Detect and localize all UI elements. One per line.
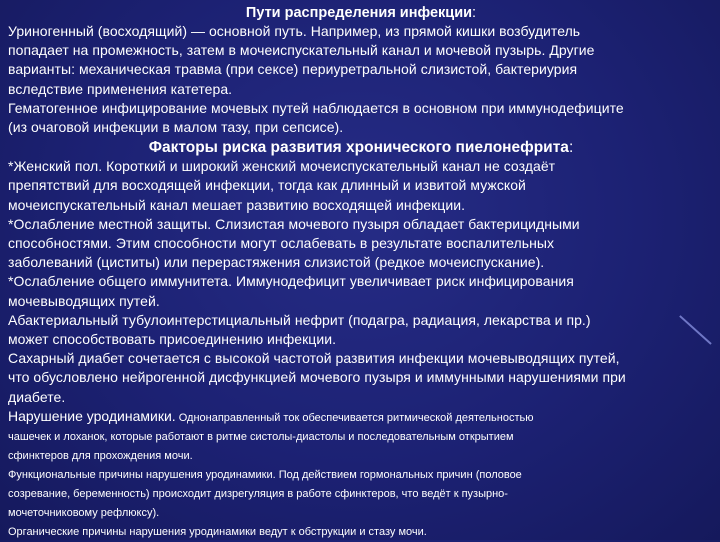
paragraph-line: препятствий для восходящей инфекции, тогда как длинный и извитой мужской — [8, 177, 526, 194]
paragraph-line: *Ослабление местной защиты. Слизистая мочевого пузыря обладает бактерицидными — [8, 215, 580, 232]
urodynamics-first-rest: Однонаправленный ток обеспечивается ритмической деятельностью — [175, 411, 534, 424]
paragraph-line: (из очаговой инфекции в малом тазу, при сепсисе). — [8, 119, 344, 136]
paragraph-line — [8, 407, 714, 428]
section-urodynamics — [8, 407, 714, 542]
paragraph-line: способностями. Этим способности могут ослабевать в результате воспалительных — [8, 235, 555, 252]
paragraph-line: чашечек и лоханок, которые работают в ритме систолы-диастолы и последовательным открытием — [8, 430, 514, 443]
paragraph-line: *Ослабление общего иммунитета. Иммунодефицит увеличивает риск инфицирования — [8, 273, 574, 290]
paragraph-line: Органические причины нарушения уродинамики ведут к обструкции и стазу мочи. — [8, 525, 427, 538]
paragraph-line: что обусловлено нейрогенной дисфункцией мочевого пузыря и иммунными нарушениями при — [8, 369, 626, 386]
section-risk-factors — [8, 157, 714, 407]
paragraph-line: сфинктеров для прохождения мочи. — [8, 449, 193, 462]
section-infection-routes — [8, 22, 714, 137]
paragraph-line: Уриногенный (восходящий) — основной путь. Например, из прямой кишки возбудитель — [8, 23, 581, 39]
slide-title — [8, 4, 714, 22]
paragraph-line: Абактериальный тубулоинтерстициальный нефрит (подагра, радиация, лекарства и пр.) — [8, 311, 591, 328]
risk-factors-heading-text: Факторы риска развития хронического пиелонефрита — [148, 139, 569, 157]
paragraph-line: *Женский пол. Короткий и широкий женский мочеиспускательный канал не создаёт — [8, 158, 556, 175]
paragraph-line: может способствовать присоединению инфекции. — [8, 331, 337, 348]
paragraph-line: мочеиспускательный канал мешает развитию восходящей инфекции. — [8, 196, 466, 213]
slide-title-text: Пути распределения инфекции — [245, 5, 473, 21]
paragraph-line: Сахарный диабет сочетается с высокой частотой развития инфекции мочевыводящих путей, — [8, 350, 620, 367]
paragraph-line: попадает на промежность, затем в мочеиспускательный канал и мочевой пузырь. Другие — [8, 42, 595, 59]
paragraph-line: мочеточниковому рефлюксу). — [8, 506, 160, 519]
paragraph-line: созревание, беременность) происходит дизрегуляция в работе сфинктеров, что ведёт к пузырно- — [8, 487, 508, 500]
paragraph-line: варианты: механическая травма (при сексе) периуретральной слизистой, бактериурия — [8, 61, 578, 78]
risk-factors-heading — [8, 139, 714, 157]
risk-factors-heading-colon: : — [568, 139, 574, 157]
slide-content — [8, 4, 714, 542]
paragraph-line: Функциональные причины нарушения уродинамики. Под действием гормональных причин (половое — [8, 468, 522, 481]
paragraph-line: диабете. — [8, 388, 66, 405]
urodynamics-lead: Нарушение уродинамики. — [8, 407, 176, 424]
paragraph-line: Гематогенное инфицирование мочевых путей наблюдается в основном при иммунодефиците — [8, 99, 624, 116]
paragraph-line: заболеваний (циститы) или перерастяжения слизистой (редкое мочеиспускание). — [8, 254, 545, 271]
paragraph-line: мочевыводящих путей. — [8, 292, 160, 309]
slide-title-colon: : — [472, 5, 477, 21]
paragraph-line: вследствие применения катетера. — [8, 80, 233, 97]
